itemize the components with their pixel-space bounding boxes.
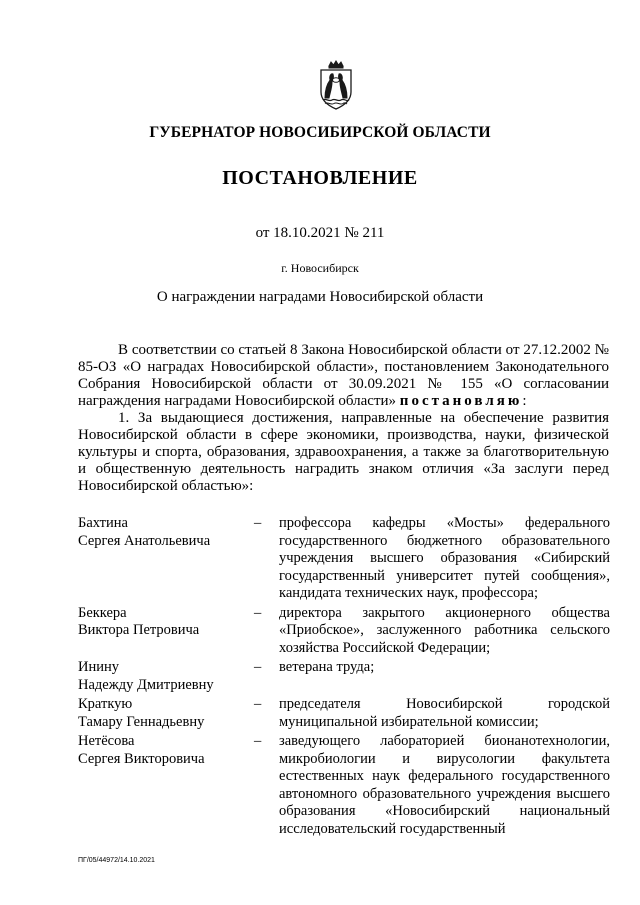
awardee-description: директора закрытого акционерного общества «Приобское», заслуженного работника сельского хозяйства Российской Федерации; — [279, 604, 610, 656]
preamble-paragraph — [78, 342, 609, 410]
list-item — [78, 515, 610, 603]
document-city: г. Новосибирск — [281, 261, 359, 275]
item-1-text: 1. За выдающиеся достижения, направленные на обеспечение развития Новосибирской области в сфере экономики, производства, науки, физической культуры и спорта, образования, здравоохранения, а также за благотворительную и общественную деятельность наградить знаком отличия «За заслуги перед Новосибирской областью»: — [78, 410, 609, 494]
preamble-text: В соответствии со статьей 8 Закона Новосибирской области от 27.12.2002 № 85-ОЗ «О наградах Новосибирской области», постановлением Законодательного Собрания Новосибирской области от 30.09.2021 № 155 «О согласовании награждения наградами Новосибирской области» — [78, 342, 609, 409]
dash-separator: – — [254, 604, 262, 621]
awardee-name: Бахтина Сергея Анатольевича — [78, 515, 211, 549]
dash-separator: – — [254, 515, 262, 531]
awardee-name: Инину Надежду Дмитриевну — [78, 659, 214, 693]
awardee-description: заведующего лабораторией бионанотехнологии, микробиологии и вирусологии факультета естественных наук федерального государственного автономного образовательного учреждения высшего образования «Новосибирский национальный исследовательский государственный — [279, 733, 610, 837]
coat-of-arms-icon — [318, 60, 354, 110]
document-date-number: от 18.10.2021 № 211 — [255, 225, 385, 241]
list-item — [78, 605, 610, 658]
list-item — [78, 733, 610, 838]
awardee-description: ветерана труда; — [279, 659, 375, 675]
awardee-description: профессора кафедры «Мосты» федерального государственного бюджетного образовательного учреждения высшего образования «Сибирский государственный университет путей сообщения», кандидата технических наук, профессора; — [279, 515, 610, 601]
document-subject: О награждении наградами Новосибирской области — [156, 289, 484, 305]
awardee-list — [78, 515, 610, 840]
dash-separator: – — [254, 733, 262, 749]
document-type: ПОСТАНОВЛЕНИЕ — [222, 167, 418, 189]
awardee-description: председателя Новосибирской городской муниципальной избирательной комиссии; — [279, 696, 610, 730]
dash-separator: – — [254, 696, 262, 712]
decree-word: постановляю — [399, 393, 523, 409]
item-1-paragraph — [78, 410, 609, 495]
issuing-authority: ГУБЕРНАТОР НОВОСИБИРСКОЙ ОБЛАСТИ — [149, 124, 491, 141]
document-footer-code: ПГ/05/44972/14.10.2021 — [78, 857, 155, 864]
list-item — [78, 696, 610, 731]
awardee-name: Беккера Виктора Петровича — [78, 604, 200, 638]
dash-separator: – — [254, 659, 262, 675]
awardee-name: Краткую Тамару Геннадьевну — [78, 696, 205, 730]
awardee-name: Нетёсова Сергея Викторовича — [78, 733, 205, 767]
decree-tail: : — [522, 393, 527, 409]
list-item — [78, 659, 610, 694]
